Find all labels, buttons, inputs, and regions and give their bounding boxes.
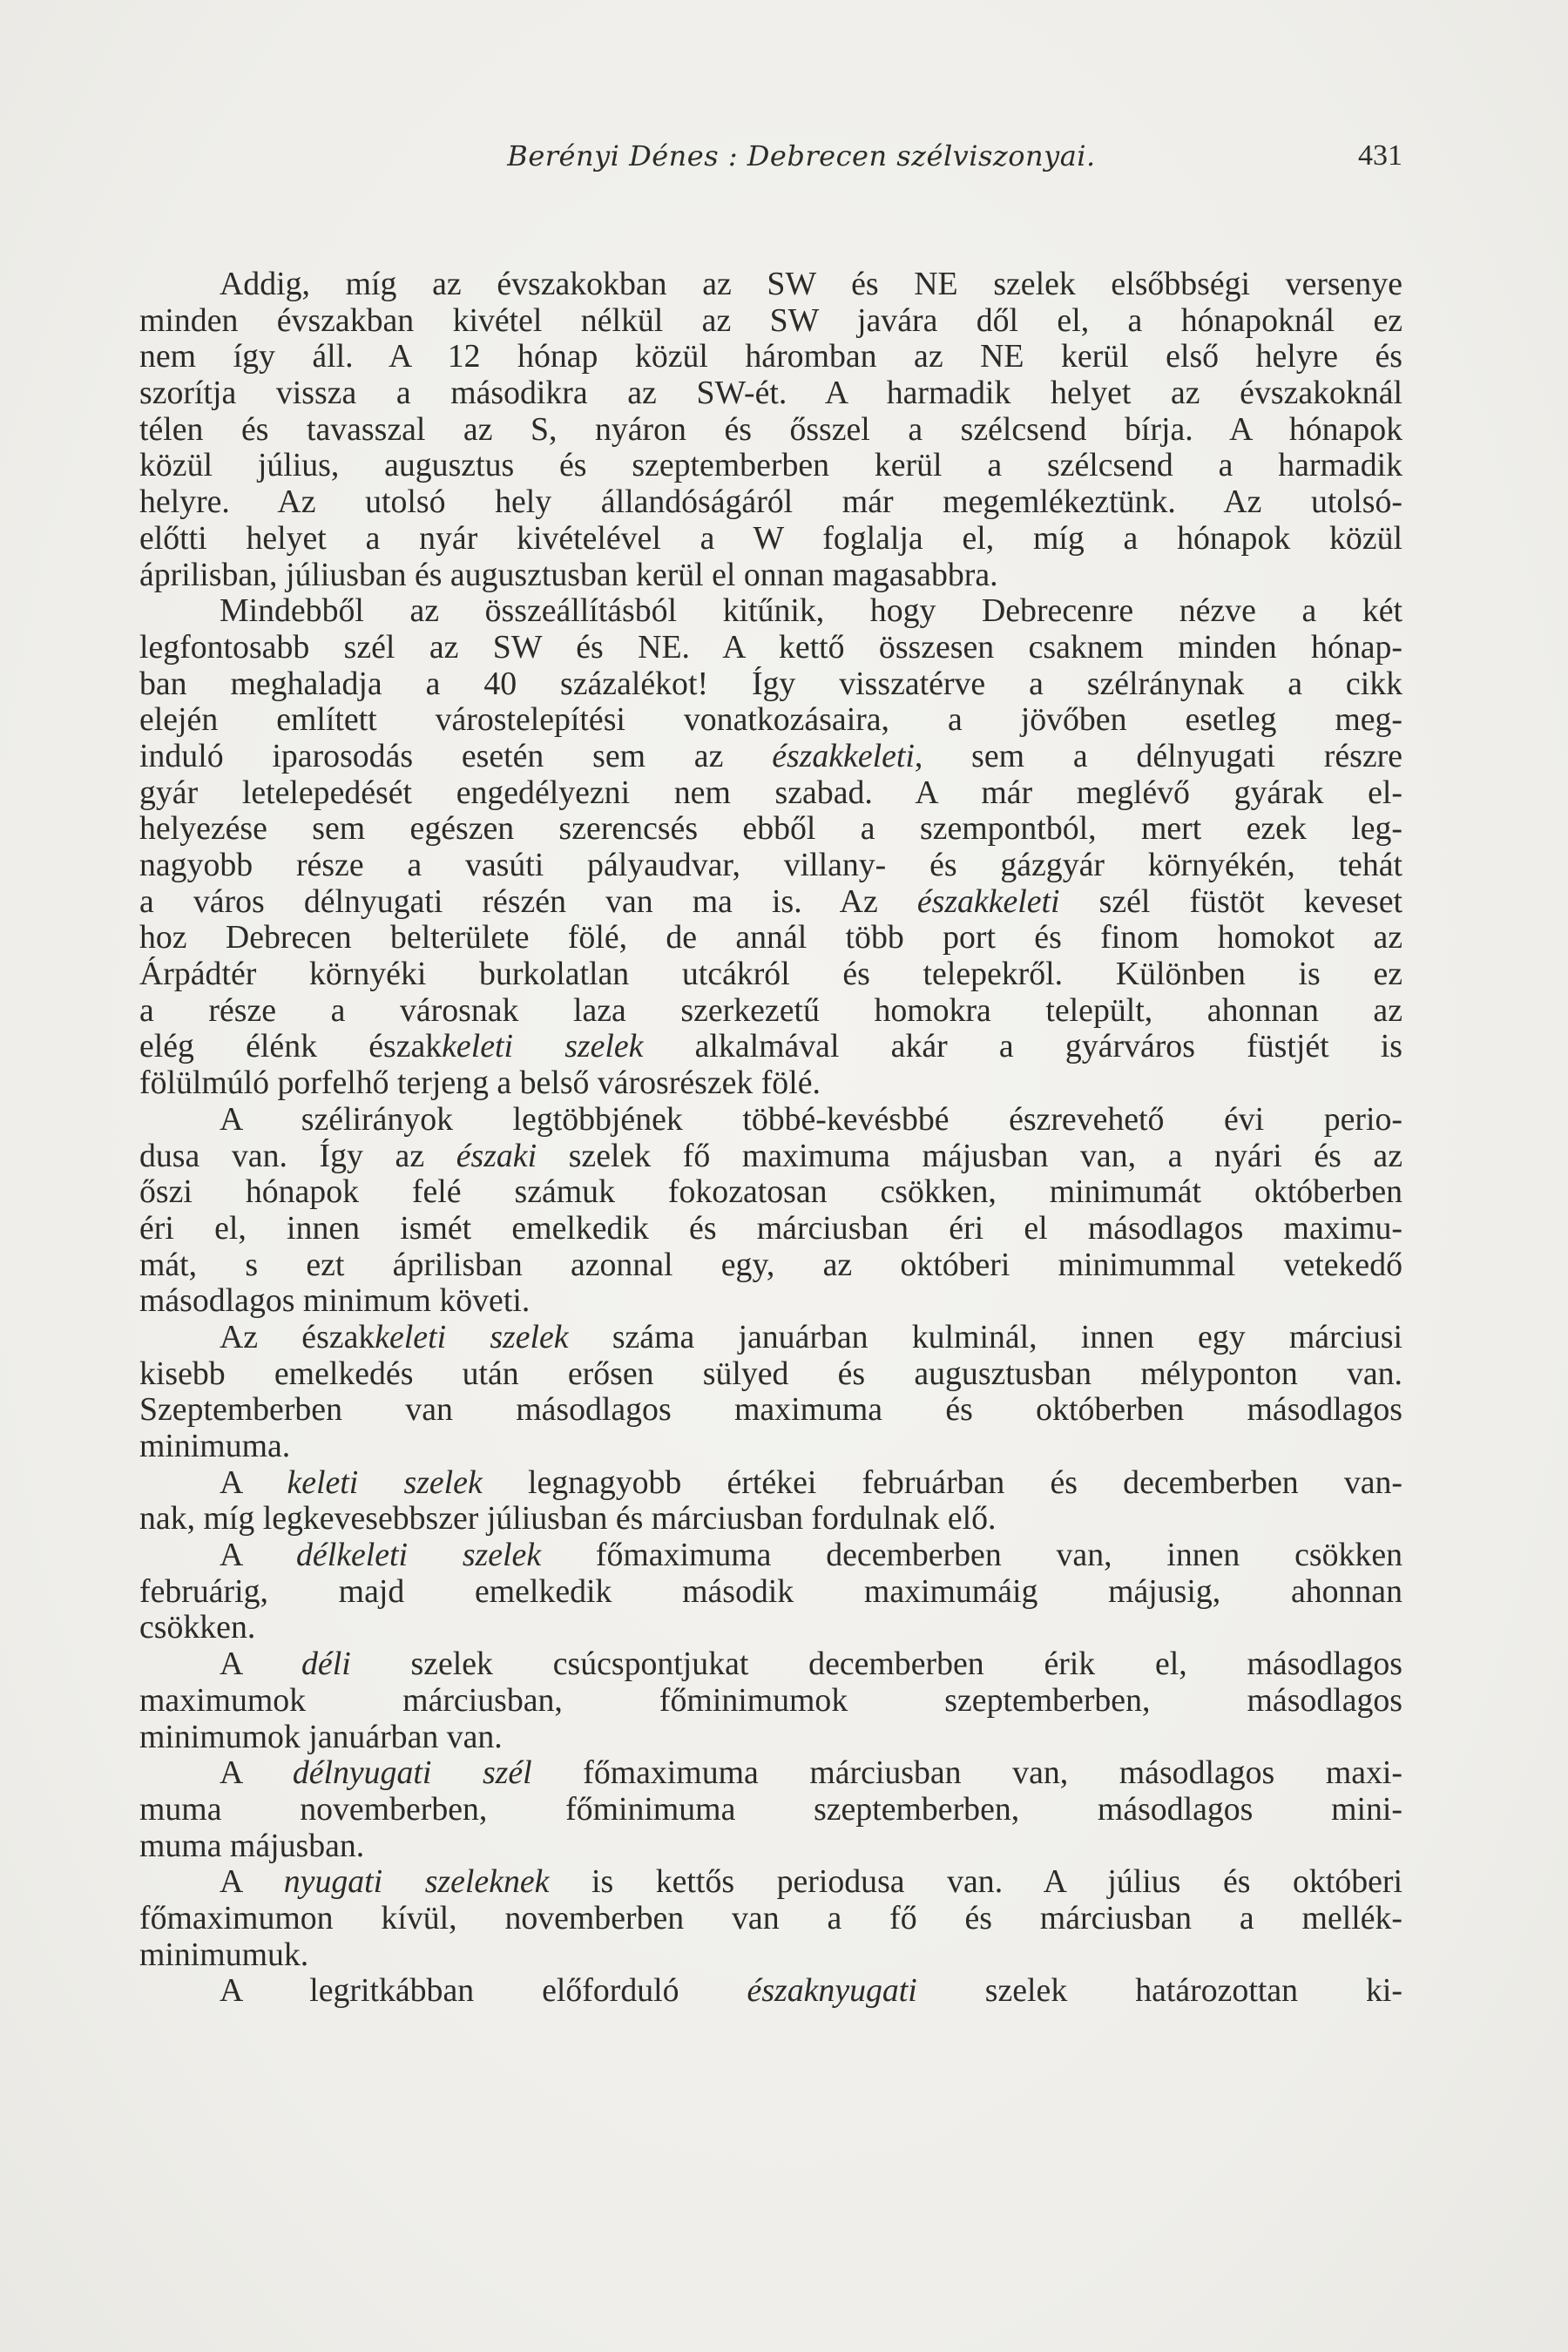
text-line: dusa van. Így az északi szelek fő maximuma májusban van, a nyári és az bbox=[139, 1138, 1402, 1174]
text-line: nagyobb része a vasúti pályaudvar, villany- és gázgyár környékén, tehát bbox=[139, 848, 1402, 883]
text-line: A délnyugati szél főmaximuma márciusban van, másodlagos maxi- bbox=[220, 1755, 1402, 1792]
emphasized-term: délnyugati szél bbox=[292, 1755, 532, 1792]
emphasized-term: keleti szelek bbox=[375, 1319, 569, 1355]
text-line: a része a városnak laza szerkezetű homokra települt, ahonnan az bbox=[139, 992, 1402, 1029]
running-head bbox=[139, 139, 1402, 185]
text-line: őszi hónapok felé számuk fokozatosan csökken, minimumát októberben bbox=[139, 1174, 1402, 1211]
text-line: A szélirányok legtöbbjének többé-kevésbbé észrevehető évi perio- bbox=[220, 1101, 1402, 1138]
text-line: előtti helyet a nyár kivételével a W foglalja el, míg a hónapok közül bbox=[139, 520, 1402, 557]
text-line: télen és tavasszal az S, nyáron és ősszel a szélcsend bírja. A hónapok bbox=[139, 411, 1402, 448]
text-line: éri el, innen ismét emelkedik és márciusban éri el másodlagos maximu- bbox=[139, 1210, 1402, 1247]
text-line: A déli szelek csúcspontjukat decemberben érik el, másodlagos bbox=[220, 1646, 1402, 1683]
text-line: hoz Debrecen belterülete fölé, de annál több port és finom homokot az bbox=[139, 920, 1402, 956]
emphasized-term: keleti szelek bbox=[442, 1029, 644, 1065]
text-line: áprilisban, júliusban és augusztusban kerül el onnan magasabbra. bbox=[139, 557, 998, 593]
page-number: 431 bbox=[1358, 139, 1402, 172]
text-line: elég élénk északkeleti szelek alkalmával akár a gyárváros füstjét is bbox=[139, 1029, 1402, 1065]
body-text bbox=[139, 267, 1402, 2010]
emphasized-term: északkeleti bbox=[916, 883, 1060, 920]
text-line: minden évszakban kivétel nélkül az SW javára dől el, a hónapoknál ez bbox=[139, 302, 1402, 339]
emphasized-term: északnyugati bbox=[747, 1973, 917, 2010]
text-line: szorítja vissza a másodikra az SW-ét. A harmadik helyet az évszakoknál bbox=[139, 375, 1402, 412]
text-line: nem így áll. A 12 hónap közül háromban az NE kerül első helyre és bbox=[139, 339, 1402, 375]
text-line: minimumuk. bbox=[139, 1936, 309, 1973]
text-line: Mindebből az összeállításból kitűnik, hogy Debrecenre nézve a két bbox=[220, 593, 1402, 630]
emphasized-term: délkeleti szelek bbox=[296, 1538, 542, 1574]
text-line: Addig, míg az évszakokban az SW és NE szelek elsőbbségi versenye bbox=[220, 267, 1402, 302]
text-line: legfontosabb szél az SW és NE. A kettő összesen csaknem minden hónap- bbox=[139, 629, 1402, 666]
text-line: helyre. Az utolsó hely állandóságáról már megemlékeztünk. Az utolsó- bbox=[139, 484, 1402, 521]
text-line: a város délnyugati részén van ma is. Az északkeleti szél füstöt keveset bbox=[139, 883, 1402, 920]
text-line: gyár letelepedését engedélyezni nem szabad. A már meglévő gyárak el- bbox=[139, 774, 1402, 811]
text-line: A délkeleti szelek főmaximuma decemberben van, innen csökken bbox=[220, 1538, 1402, 1574]
text-line: kisebb emelkedés után erősen sülyed és augusztusban mélyponton van. bbox=[139, 1355, 1402, 1392]
text-line: minimumok januárban van. bbox=[139, 1719, 503, 1755]
text-line: főmaximumon kívül, novemberben van a fő és márciusban a mellék- bbox=[139, 1900, 1402, 1936]
text-line: Szeptemberben van másodlagos maximuma és októberben másodlagos bbox=[139, 1392, 1402, 1429]
text-line: közül július, augusztus és szeptemberben kerül a szélcsend a harmadik bbox=[139, 448, 1402, 484]
text-line: Árpádtér környéki burkolatlan utcákról és telepekről. Különben is ez bbox=[139, 956, 1402, 993]
text-line: csökken. bbox=[139, 1610, 256, 1646]
text-line: másodlagos minimum követi. bbox=[139, 1283, 531, 1320]
text-line: A nyugati szeleknek is kettős periodusa van. A július és októberi bbox=[220, 1864, 1402, 1901]
text-line: ban meghaladja a 40 százalékot! Így visszatérve a szélránynak a cikk bbox=[139, 666, 1402, 702]
text-line: maximumok márciusban, főminimumok szeptemberben, másodlagos bbox=[139, 1682, 1402, 1719]
emphasized-term: északkeleti bbox=[772, 738, 915, 774]
text-line: muma májusban. bbox=[139, 1828, 365, 1864]
emphasized-term: keleti szelek bbox=[287, 1464, 483, 1501]
text-line: fölülmúló porfelhő terjeng a belső városrészek fölé. bbox=[139, 1065, 821, 1102]
text-line: mát, s ezt áprilisban azonnal egy, az októberi minimummal vetekedő bbox=[139, 1247, 1402, 1283]
text-line: muma novemberben, főminimuma szeptemberben, másodlagos mini- bbox=[139, 1791, 1402, 1828]
emphasized-term: déli bbox=[301, 1646, 351, 1683]
text-line: helyezése sem egészen szerencsés ebből a szempontból, mert ezek leg- bbox=[139, 811, 1402, 848]
text-line: elején említett várostelepítési vonatkozásaira, a jövőben esetleg meg- bbox=[139, 702, 1402, 739]
text-line: induló iparosodás esetén sem az északkeleti, sem a délnyugati részre bbox=[139, 738, 1402, 774]
emphasized-term: északi bbox=[456, 1138, 537, 1174]
text-line: A legritkábban előforduló északnyugati szelek határozottan ki- bbox=[220, 1973, 1402, 2010]
text-line: nak, míg legkevesebbszer júliusban és márciusban fordulnak elő. bbox=[139, 1501, 997, 1538]
text-line: februárig, majd emelkedik második maximumáig májusig, ahonnan bbox=[139, 1573, 1402, 1610]
text-line: A keleti szelek legnagyobb értékei februárban és decemberben van- bbox=[220, 1464, 1402, 1501]
text-line: Az északkeleti szelek száma januárban kulminál, innen egy márciusi bbox=[220, 1319, 1402, 1355]
text-line: minimuma. bbox=[139, 1429, 291, 1464]
emphasized-term: nyugati szeleknek bbox=[283, 1864, 550, 1901]
running-title: Berényi Dénes : Debrecen szélviszonyai. bbox=[507, 139, 1096, 172]
